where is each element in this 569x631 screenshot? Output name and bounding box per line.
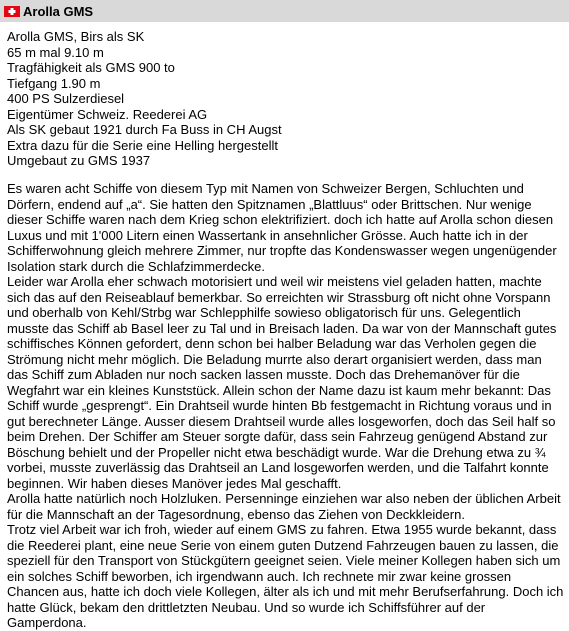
spec-list xyxy=(7,29,282,169)
story-text xyxy=(7,181,565,631)
spec-line: 65 m mal 9.10 m xyxy=(7,44,104,60)
page-title: Arolla GMS xyxy=(23,3,94,19)
swiss-flag-icon xyxy=(4,6,20,17)
spec-line: Tiefgang 1.90 m xyxy=(7,75,101,91)
paragraph: Trotz viel Arbeit war ich froh, wieder auf einem GMS zu fahren. Etwa 1955 wurde bekannt, dass die Reederei plant, eine neue Serie von einem guten Dutzend Fahrzeugen bauen zu lassen, die speziell für den Transport von Stückgütern geeignet seien. Viele meiner Kollegen haben sich um ein solches Schiff beworben, ich irgendwann auch. Ich rechnete mir zwar keine grossen Chancen aus, hatte ich doch viele Kollegen, älter als ich und mit mehr Berufserfahrung. Doch ich hatte Glück, bekam den drittletzten Neubau. Und so wurde ich Schiffsführer auf der Gamperdona. xyxy=(7,522,564,630)
paragraph: Leider war Arolla eher schwach motorisiert und weil wir meistens viel geladen hatten, machte sich das auf den Reiseablauf bemerkbar. So erreichten wir Strassburg oft nicht ohne Vorspann und oberhalb von Kehl/Strbg war Schlepphilfe sowieso obligatorisch für uns. Gelegentlich musste das Schiff ab Basel leer zu Tal und in Breisach laden. Da war von der Mannschaft gutes schiffisches Können gefordert, denn schon bei halber Beladung war das Verholen gegen die Strömung nicht mehr möglich. Die Beladung murrte also derart organisiert werden, dass man das Schiff zum Abladen nur noch sacken lassen musste. Doch das Drehemanöver für die Wegfahrt war ein kleines Kunststück. Allein schon der Name dazu ist kaum mehr bekannt: Das Schiff wurde „gesprengt“. Ein Drahtseil wurde hinten Bb festgemacht in Richtung voraus und in gut berechneter Länge. Ausser diesem Drahtseil wurde alles losgeworfen, doch das Seil half so beim Drehen. Der Schiffer am Steuer sorgte dafür, dass sein Fahrzeug genügend Abstand zur Böschung behielt und der Propeller nicht etwa beschädigt wurde. War die Drehung etwa zu ¾ vorbei, musste zuverlässig das Drahtseil an Land losgeworfen werden, und die Talfahrt konnte beginnen. Wir haben dieses Manöver jedes Mal geschafft. xyxy=(7,274,557,491)
spec-line: Tragfähigkeit als GMS 900 to xyxy=(7,60,175,75)
spec-line: Eigentümer Schweiz. Reederei AG xyxy=(7,106,208,122)
spec-line: Arolla GMS, Birs als SK xyxy=(7,29,145,44)
paragraph: Arolla hatte natürlich noch Holzluken. Persenninge einziehen war also neben der üblichen Arbeit für die Mannschaft an der Tagesordnung, ebenso das Ziehen von Deckkleidern. xyxy=(7,491,561,522)
header-bar xyxy=(0,0,569,22)
spec-line: Extra dazu für die Serie eine Helling hergestellt xyxy=(7,137,278,153)
spec-line: Umgebaut zu GMS 1937 xyxy=(7,153,151,168)
paragraph: Es waren acht Schiffe von diesem Typ mit Namen von Schweizer Bergen, Schluchten und Dörfern, endend auf „a“. Sie hatten den Spitznamen „Blattluus“ oder Brittschen. Nur wenige dieser Schiffe waren nach dem Krieg schon elektrifiziert. doch ich hatte auf Arolla schon diesen Luxus und mit 1'000 Litern einen Wassertank in ansehnlicher Grösse. Auch hatte ich in der Schifferwohnung gleich mehrere Zimmer, nur tropfte das Kondenswasser wegen ungenügender Isolation stark durch die Schlafzimmerdecke. xyxy=(7,181,557,274)
spec-line: Als SK gebaut 1921 durch Fa Buss in CH Augst xyxy=(7,122,282,137)
spec-line: 400 PS Sulzerdiesel xyxy=(7,91,125,106)
